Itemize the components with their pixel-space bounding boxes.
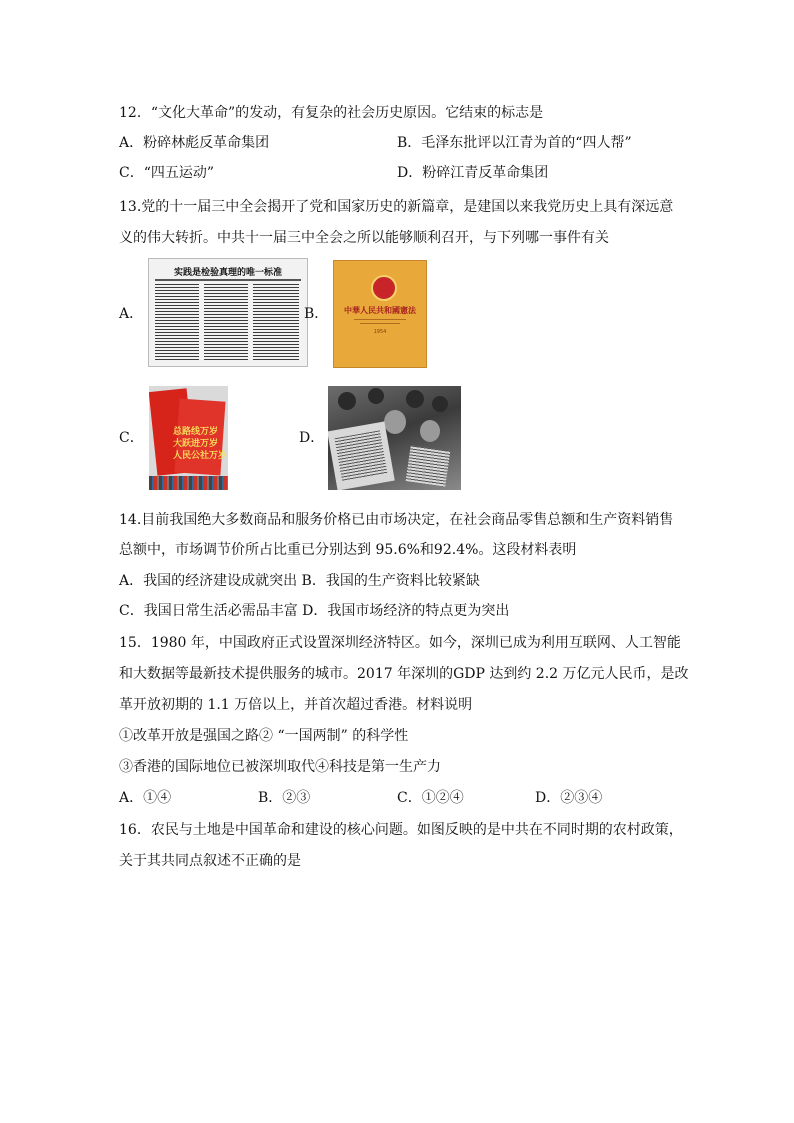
- national-emblem-icon: [371, 275, 397, 301]
- q12-option-a: A．粉碎林彪反革命集团: [119, 135, 270, 151]
- q14-stem-line-1: 14.目前我国绝大多数商品和服务价格已由市场决定，在社会商品零售总额和生产资料销售: [119, 512, 674, 528]
- q13-option-d-label: D．: [299, 430, 325, 446]
- constitution-year: 1954: [373, 329, 387, 335]
- constitution-title: 中華人民共和國憲法: [344, 306, 416, 315]
- q13-option-d-crowd-photo: [328, 386, 461, 490]
- q14-options-c-d: C．我国日常生活必需品丰富 D．我国市场经济的特点更为突出: [119, 603, 510, 619]
- q13-stem-line-2: 义的伟大转折。中共十一届三中全会之所以能够顺利召开，与下列哪一事件有关: [119, 230, 609, 246]
- q14-stem-line-2: 总额中，市场调节价所占比重已分别达到 95.6%和92.4%。这段材料表明: [119, 542, 577, 558]
- q15-option-a: A．①④: [119, 790, 172, 806]
- q15-items-line-1: ①改革开放是强国之路② “一国两制” 的科学性: [119, 728, 409, 744]
- flag-slogan-2: 大跃进万岁: [173, 439, 219, 449]
- q15-stem-line-2: 和大数据等最新技术提供服务的城市。2017 年深圳的GDP 达到约 2.2 万亿元人民币，是改: [119, 666, 689, 682]
- newspaper-headline: 实践是检验真理的唯一标准: [173, 268, 282, 278]
- q13-option-a-newspaper-image: [148, 258, 308, 367]
- q13-option-c-red-flags-image: [149, 386, 228, 490]
- q15-stem-line-3: 革开放初期的 1.1 万倍以上，并首次超过香港。材料说明: [119, 697, 473, 713]
- q13-option-a-label: A．: [119, 306, 144, 322]
- q12-option-d: D．粉碎江青反革命集团: [397, 165, 549, 181]
- q12-option-b: B．毛泽东批评以江青为首的“四人帮”: [397, 135, 632, 151]
- q15-items-line-2: ③香港的国际地位已被深圳取代④科技是第一生产力: [119, 759, 441, 775]
- flag-slogan-1: 总路线万岁: [173, 427, 219, 437]
- q12-stem: 12．“文化大革命”的发动，有复杂的社会历史原因。它结束的标志是: [119, 105, 544, 121]
- q15-option-d: D．②③④: [535, 790, 603, 806]
- flag-slogan-3: 人民公社万岁: [173, 451, 228, 461]
- q16-stem-line-1: 16．农民与土地是中国革命和建设的核心问题。如图反映的是中共在不同时期的农村政策，: [119, 822, 683, 838]
- q16-stem-line-2: 关于其共同点叙述不正确的是: [119, 853, 301, 869]
- q13-option-c-label: C．: [119, 430, 144, 446]
- q12-option-c: C．“四五运动”: [119, 165, 215, 181]
- q15-stem-line-1: 15．1980 年，中国政府正式设置深圳经济特区。如今，深圳已成为利用互联网、人工智能: [119, 635, 681, 651]
- flag-slogans: [173, 426, 227, 462]
- q15-option-c: C．①②④: [397, 790, 464, 806]
- q13-option-b-constitution-image: [333, 260, 427, 368]
- q15-option-b: B．②③: [258, 790, 311, 806]
- q14-options-a-b: A．我国的经济建设成就突出 B．我国的生产资料比较紧缺: [119, 573, 480, 589]
- q13-stem-line-1: 13.党的十一届三中全会揭开了党和国家历史的新篇章，是建国以来我党历史上具有深远意: [119, 199, 674, 215]
- q13-option-b-label: B．: [304, 306, 329, 322]
